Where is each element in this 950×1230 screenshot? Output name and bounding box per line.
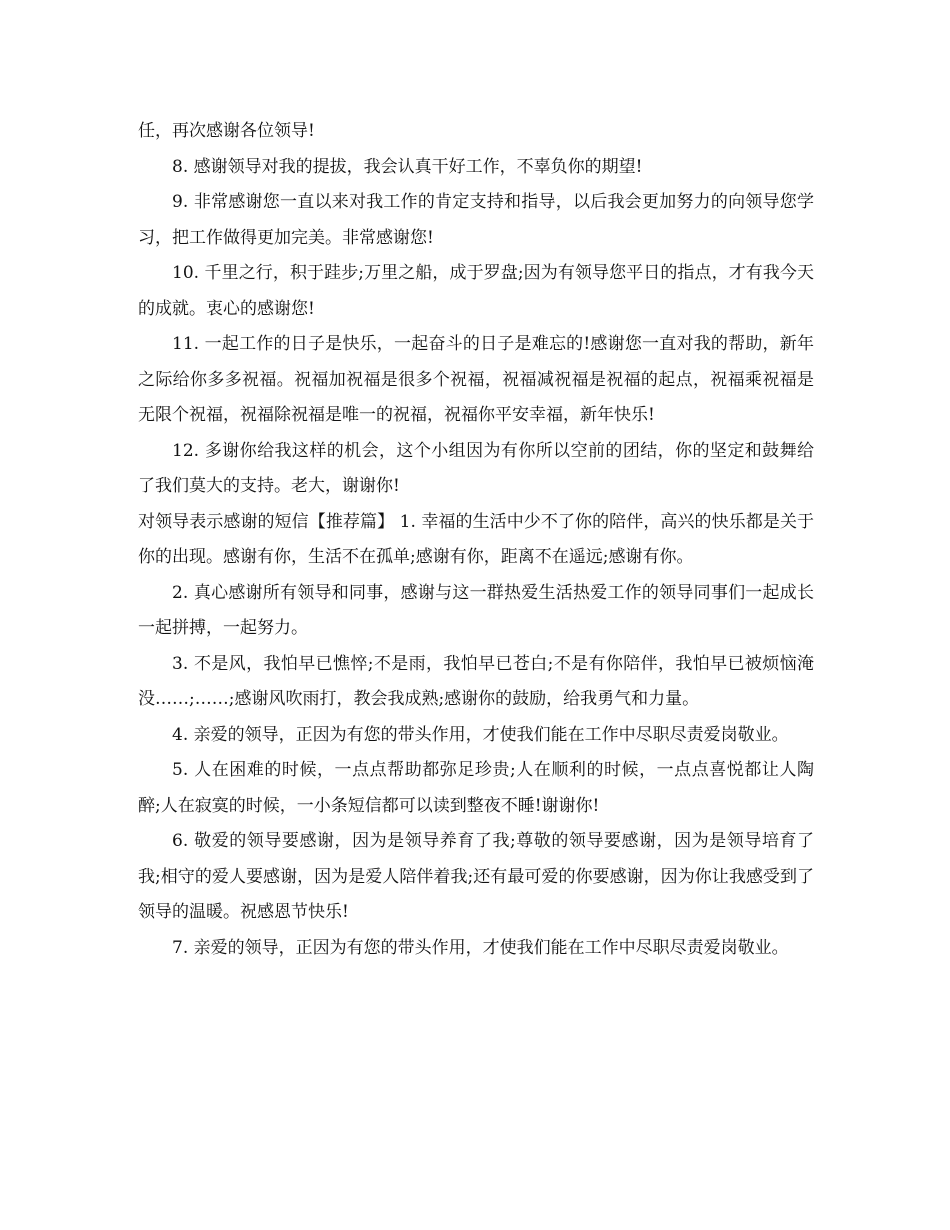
section-first-item: 1. 幸福的生活中少不了你的陪伴，高兴的快乐都是关于你的出现。感谢有你，生活不在孤单;感谢有你，距离不在遥远;感谢有你。 [138, 511, 815, 567]
paragraph-item-10: 10. 千里之行，积于跬步;万里之船，成于罗盘;因为有领导您平日的指点，才有我今天的成就。衷心的感谢您! [138, 263, 814, 319]
paragraph-item-8: 8. 感谢领导对我的提拔，我会认真干好工作，不辜负你的期望! [172, 156, 643, 177]
paragraph-item-9: 9. 非常感谢您一直以来对我工作的肯定支持和指导，以后我会更加努力的向领导您学习，把工作做得更加完美。非常感谢您! [138, 192, 814, 248]
paragraph-continuation: 任，再次感谢各位领导! [138, 121, 315, 141]
paragraph-item-2: 2. 真心感谢所有领导和同事，感谢与这一群热爱生活热爱工作的领导同事们一起成长一起拼搏，一起努力。 [138, 582, 814, 638]
section-paragraph [138, 505, 814, 576]
paragraph-item-3: 3. 不是风，我怕早已憔悴;不是雨，我怕早已苍白;不是有你陪伴，我怕早已被烦恼淹没……;……;感谢风吹雨打，教会我成熟;感谢你的鼓励，给我勇气和力量。 [138, 653, 814, 709]
paragraph-item-5: 5. 人在困难的时候，一点点帮助都弥足珍贵;人在顺利的时候，一点点喜悦都让人陶醉;人在寂寞的时候，一小条短信都可以读到整夜不睡!谢谢你! [138, 760, 814, 816]
section-heading: 对领导表示感谢的短信【推荐篇】 [138, 511, 395, 532]
paragraph-item-11: 11. 一起工作的日子是快乐，一起奋斗的日子是难忘的!感谢您一直对我的帮助，新年之际给你多多祝福。祝福加祝福是很多个祝福，祝福减祝福是祝福的起点，祝福乘祝福是无限个祝福，祝福除祝福是唯一的祝福，祝福你平安幸福，新年快乐! [138, 334, 814, 425]
paragraph-item-6: 6. 敬爱的领导要感谢，因为是领导养育了我;尊敬的领导要感谢，因为是领导培育了我;相守的爱人要感谢，因为是爱人陪伴着我;还有最可爱的你要感谢，因为你让我感受到了领导的温暖。祝感恩节快乐! [138, 831, 814, 922]
paragraph-item-12: 12. 多谢你给我这样的机会，这个小组因为有你所以空前的团结，你的坚定和鼓舞给了我们莫大的支持。老大，谢谢你! [138, 440, 814, 496]
paragraph-item-7: 7. 亲爱的领导，正因为有您的带头作用，才使我们能在工作中尽职尽责爱岗敬业。 [172, 937, 789, 958]
document-body [138, 114, 814, 966]
paragraph-item-4: 4. 亲爱的领导，正因为有您的带头作用，才使我们能在工作中尽职尽责爱岗敬业。 [172, 724, 789, 745]
